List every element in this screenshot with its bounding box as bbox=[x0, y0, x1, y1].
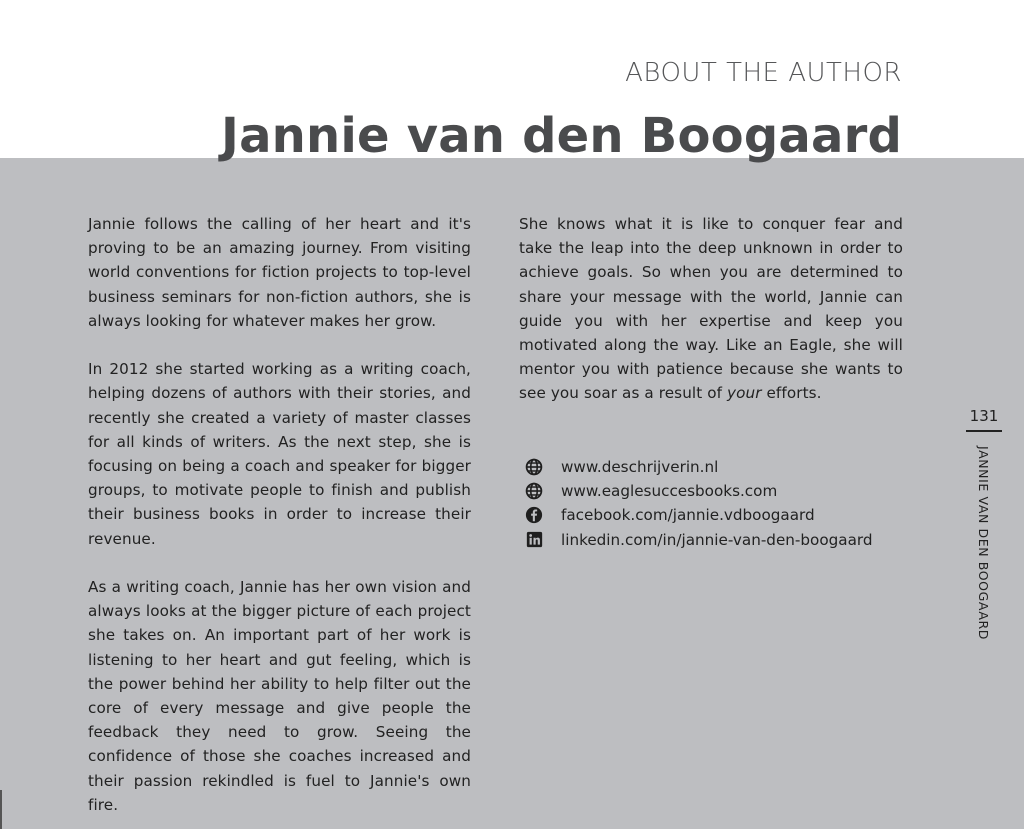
globe-icon bbox=[524, 481, 544, 501]
page-number: 131 bbox=[969, 407, 999, 425]
section-label: ABOUT THE AUTHOR bbox=[625, 58, 902, 88]
facebook-icon bbox=[524, 505, 544, 525]
contact-text: linkedin.com/in/jannie-van-den-boogaard bbox=[561, 530, 873, 549]
page-edge-mark bbox=[0, 790, 2, 829]
contact-website-2[interactable] bbox=[524, 479, 904, 503]
bio-paragraph-2: In 2012 she started working as a writing coach, helping dozens of authors with their stories, and recently she created a variety of master classes for all kinds of writers. As the next step, she is focusing on being a coach and speaker for bigger groups, to motivate people to finish and publish their business books in order to increase their revenue. bbox=[88, 360, 471, 548]
contact-facebook[interactable] bbox=[524, 503, 904, 527]
running-head: JANNIE VAN DEN BOOGAARD bbox=[976, 446, 991, 641]
bio-paragraph-1: Jannie follows the calling of her heart and it's proving to be an amazing journey. From visiting world conventions for fiction projects to top-level business seminars for non-fiction authors, she is always looking for whatever makes her grow. bbox=[88, 215, 471, 330]
contact-text: facebook.com/jannie.vdboogaard bbox=[561, 506, 815, 525]
globe-icon bbox=[524, 457, 544, 477]
linkedin-icon bbox=[524, 530, 544, 550]
right-column bbox=[519, 212, 903, 406]
left-column bbox=[88, 212, 471, 817]
bio-paragraph-4 bbox=[519, 212, 903, 406]
bio-paragraph-4-text: She knows what it is like to conquer fear and take the leap into the deep unknown in order to achieve goals. So when you are determined to share your message with the world, Jannie can guide you with her expertise and keep you motivated along the way. Like an Eagle, she will mentor you with patience because she wants to see you soar as a result of bbox=[519, 215, 903, 403]
contact-website-1[interactable] bbox=[524, 455, 904, 479]
author-name-heading: Jannie van den Boogaard bbox=[221, 108, 902, 164]
bio-paragraph-4-emphasis: your bbox=[727, 384, 762, 403]
contact-text: www.eaglesuccesbooks.com bbox=[561, 482, 778, 501]
bio-paragraph-4-end: efforts. bbox=[761, 384, 822, 403]
contact-text: www.deschrijverin.nl bbox=[561, 458, 719, 477]
contact-linkedin[interactable] bbox=[524, 528, 904, 552]
bio-paragraph-3: As a writing coach, Jannie has her own vision and always looks at the bigger picture of each project she takes on. An important part of her work is listening to her heart and gut feeling, which is the power behind her ability to help filter out the core of every message and give people the feedback they need to grow. Seeing the confidence of those she coaches increased and their passion rekindled is fuel to Jannie's own fire. bbox=[88, 578, 471, 814]
contact-list bbox=[524, 455, 904, 552]
page-number-rule bbox=[966, 430, 1002, 432]
